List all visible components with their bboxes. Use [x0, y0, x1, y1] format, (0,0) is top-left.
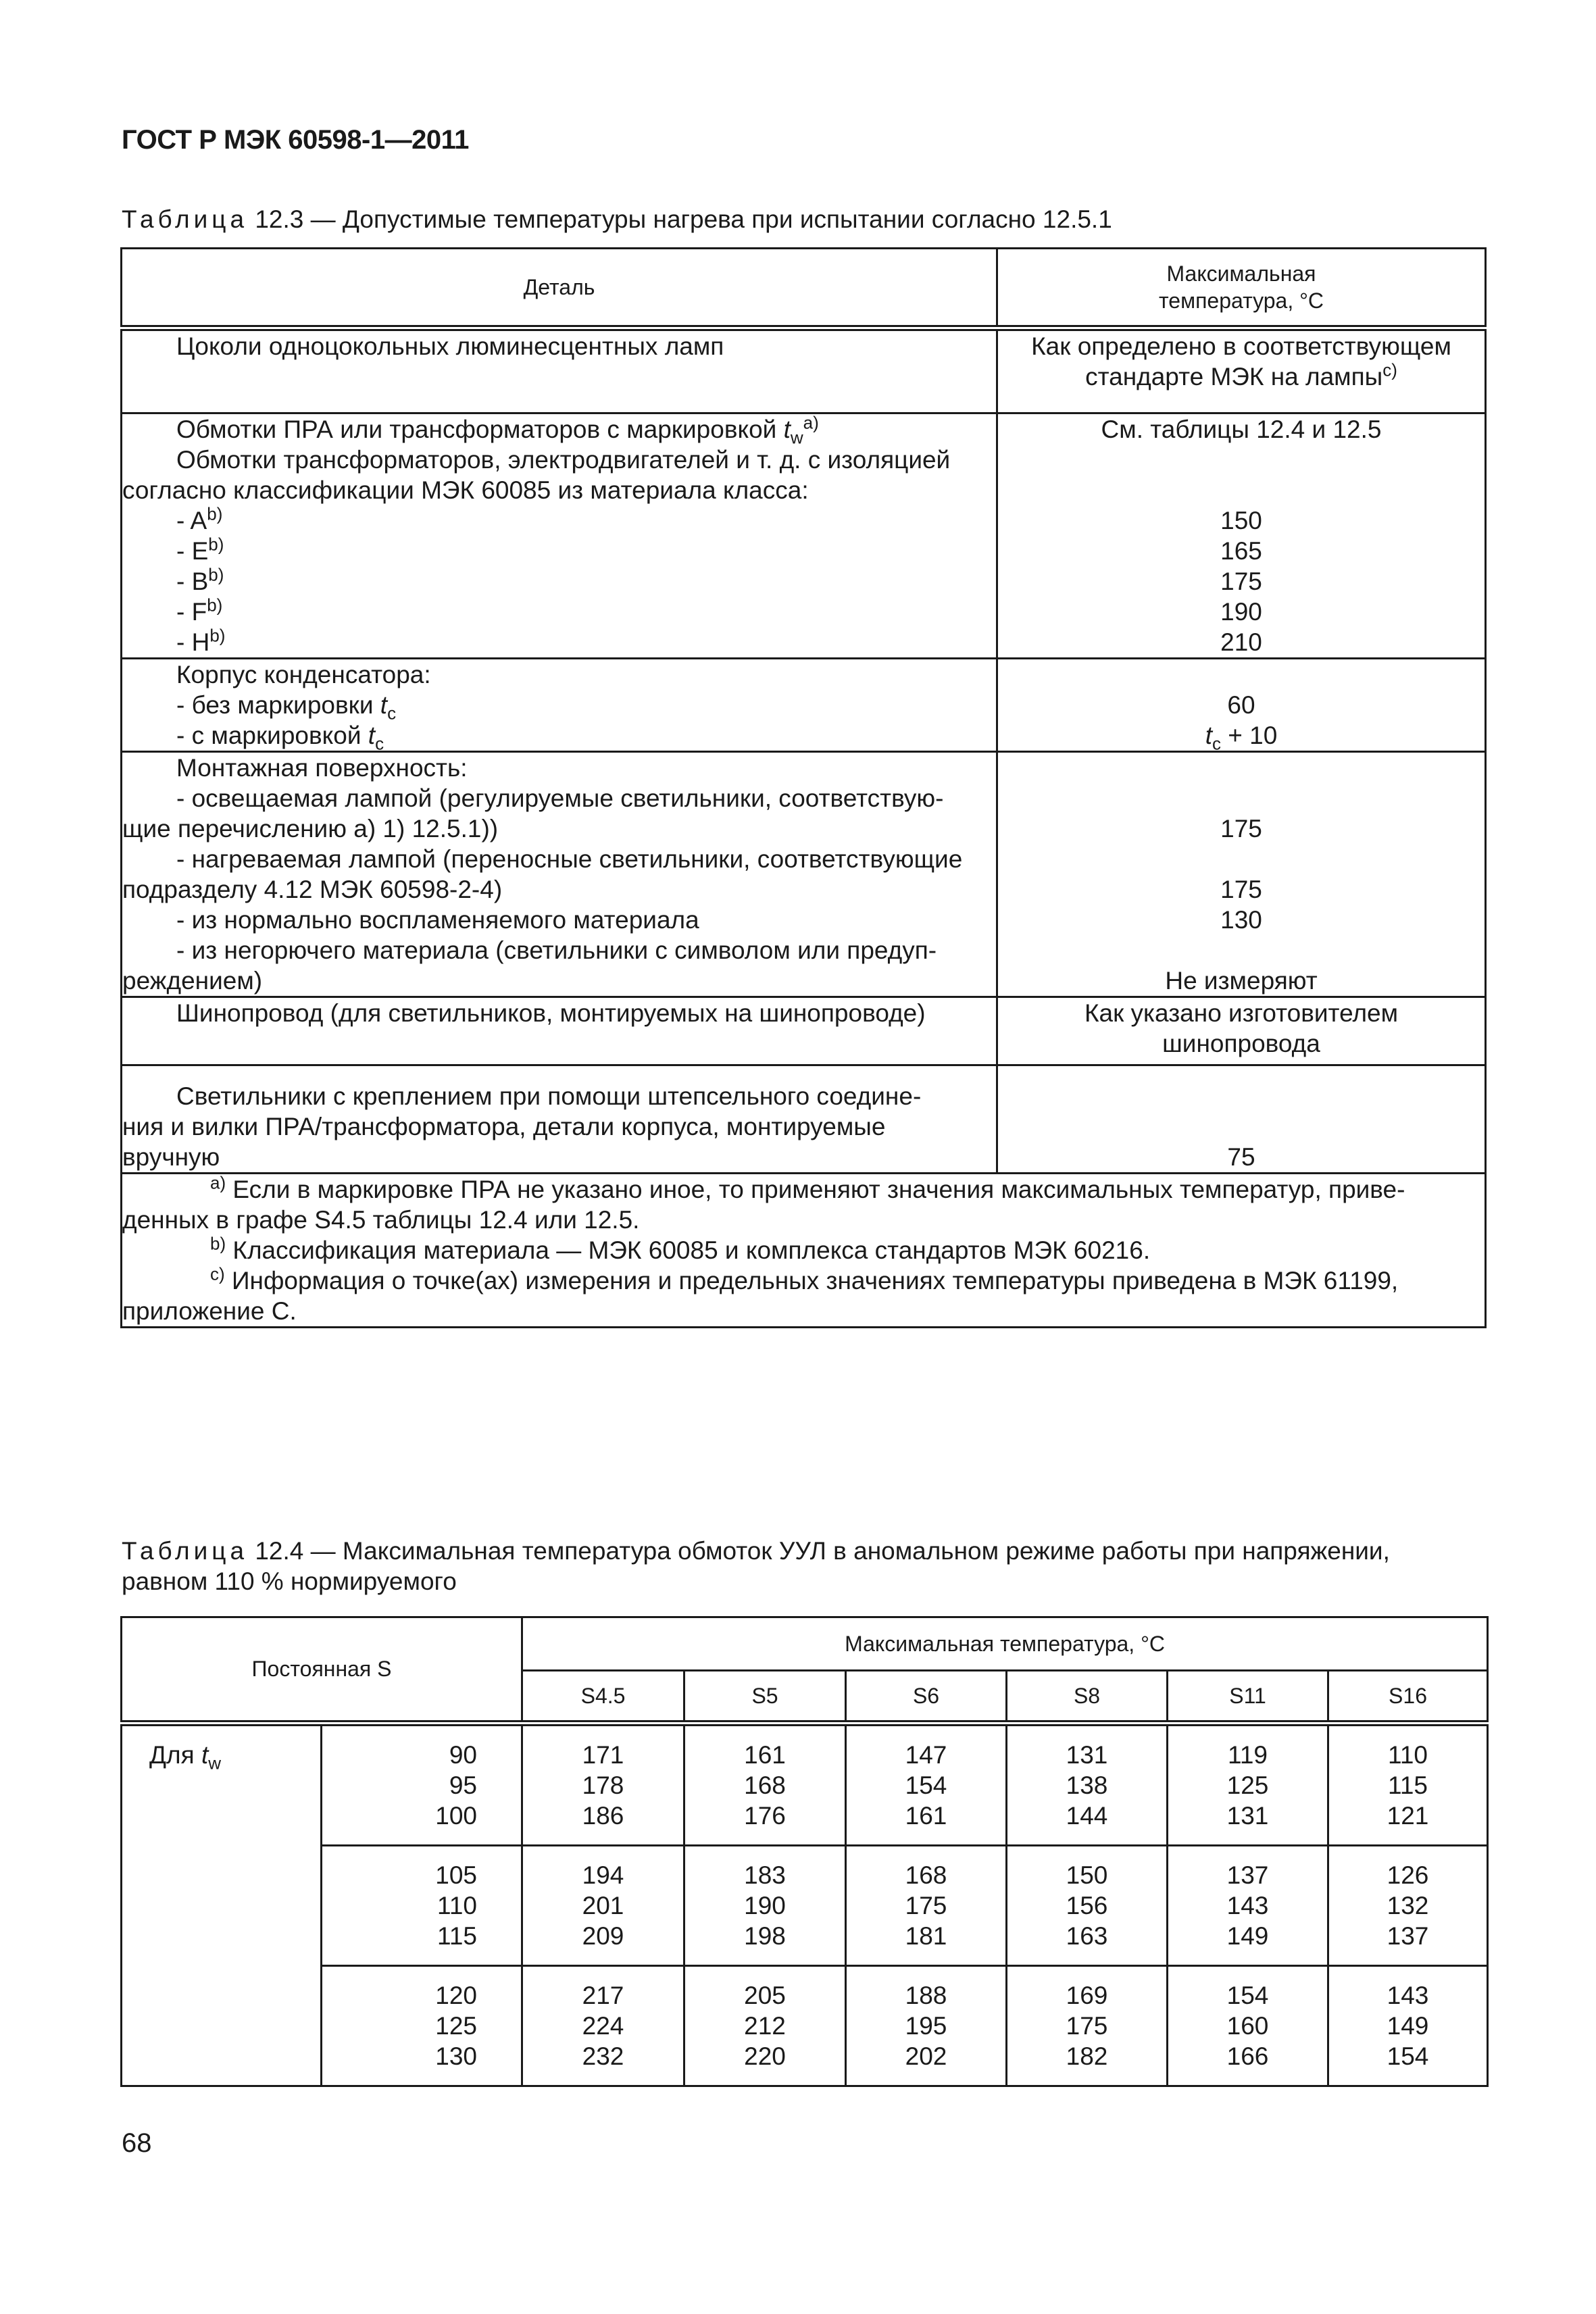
col-header-max-temp: Максимальная температура, °С [522, 1617, 1488, 1671]
table-12-4-caption: Таблица 12.4 — Максимальная температура обмоток УУЛ в аномальном режиме работы при напряжении, равном 110 % нормируемого [122, 1537, 1390, 1595]
class-h: - $H^{b)}$ [176, 625, 226, 656]
col-s6: S6 [846, 1671, 1007, 1724]
caption-label: Таблица [122, 205, 249, 233]
col-header-part: Деталь [122, 249, 997, 328]
table-row: 105 110 115 194 201 209 183 190 198 168 175 181 150 156 163 137 143 149 126 132 137 [122, 1846, 1488, 1966]
table-row: Обмотки ПРА или трансформаторов с маркировкой $t_w^{a)}$ Обмотки трансформаторов, электродвигателей и т. д. с изоляцией согласно классификации МЭК 60085 из материала класса: - $A^{b)}$ - $E^{b)}$ - $B^{b)}$ - $F^{b)}$ - $H^{b)}$ См. таблицы 12.4 и 12.5 150 165 175 190 210 [122, 413, 1486, 659]
table-12-3-caption [122, 204, 1112, 234]
class-a: - $A^{b)}$ [176, 503, 223, 534]
table-row: Для $t_w$ 90 95 100 171 178 186 161 168 176 147 154 161 131 138 144 119 125 131 110 115 121 [122, 1724, 1488, 1846]
col-s11: S11 [1168, 1671, 1328, 1724]
table-row: Шинопровод (для светильников, монтируемых на шинопроводе) Как указано изготовителем шинопровода [122, 997, 1486, 1065]
class-b: - $B^{b)}$ [176, 564, 224, 595]
table-12-3 [120, 247, 1487, 1328]
table-row: Цоколи одноцокольных люминесцентных ламп Как определено в соответствующем стандарте МЭК на лампы$^{c)}$ [122, 328, 1486, 413]
table-row: 120 125 130 217 224 232 205 212 220 188 195 202 169 175 182 154 160 166 143 149 154 [122, 1966, 1488, 2086]
class-f: - $F^{b)}$ [176, 595, 223, 626]
note-c: $^{c)}$ Информация о точке(ах) измерения и предельных значениях температуры приведена в МЭК 61199, [210, 1263, 1399, 1294]
col-header-max-temp: Максимальная температура, °С [997, 249, 1486, 328]
page-number: 68 [122, 2128, 152, 2158]
row-label-tw: Для $t_w$ [122, 1724, 322, 2086]
table-row: Корпус конденсатора: - без маркировки $t_c$ - с маркировкой $t_c$ 60 $t_c + 10$ [122, 659, 1486, 752]
note-b: $^{b)}$ Классификация материала — МЭК 60085 и комплекса стандартов МЭК 60216. [210, 1233, 1151, 1264]
col-s16: S16 [1328, 1671, 1488, 1724]
row-text: Цоколи одноцокольных люминесцентных ламп [176, 332, 724, 360]
note-a: $^{a)}$ Если в маркировке ПРА не указано иное, то применяют значения максимальных температур, приве- [210, 1172, 1405, 1203]
table-row: Светильники с креплением при помощи штепсельного соедине- ния и вилки ПРА/трансформатора, детали корпуса, монтируемые вручную 75 [122, 1065, 1486, 1174]
table-12-4 [120, 1616, 1487, 2087]
class-e: - $E^{b)}$ [176, 534, 224, 565]
col-s5: S5 [684, 1671, 846, 1724]
table-row: Монтажная поверхность: - освещаемая лампой (регулируемые светильники, соответствую- щие перечислению а) 1) 12.5.1)) - нагреваемая лампой (переносные светильники, соответствующие подразделу 4.12 МЭК 60598-2-4) - из нормально воспламеняемого материала - из негорючего материала (светильники с символом или предуп- реждением) 175 175 130 Не измеряют [122, 752, 1486, 997]
caption-text: 12.3 — Допустимые температуры нагрева при испытании согласно 12.5.1 [255, 205, 1112, 233]
col-s4-5: S4.5 [522, 1671, 684, 1724]
document-header: ГОСТ Р МЭК 60598-1—2011 [122, 125, 469, 155]
table-notes: $^{a)}$ Если в маркировке ПРА не указано иное, то применяют значения максимальных температур, приве- денных в графе S4.5 таблицы 12.4 или 12.5. $^{b)}$ Классификация материала — МЭК 60085 и комплекса стандартов МЭК 60216. $^{c)}$ Информация о точке(ах) измерения и предельных значениях температуры приведена в МЭК 61199, приложение С. [122, 1174, 1486, 1328]
col-header-constant-s: Постоянная S [122, 1617, 522, 1724]
col-s8: S8 [1007, 1671, 1168, 1724]
